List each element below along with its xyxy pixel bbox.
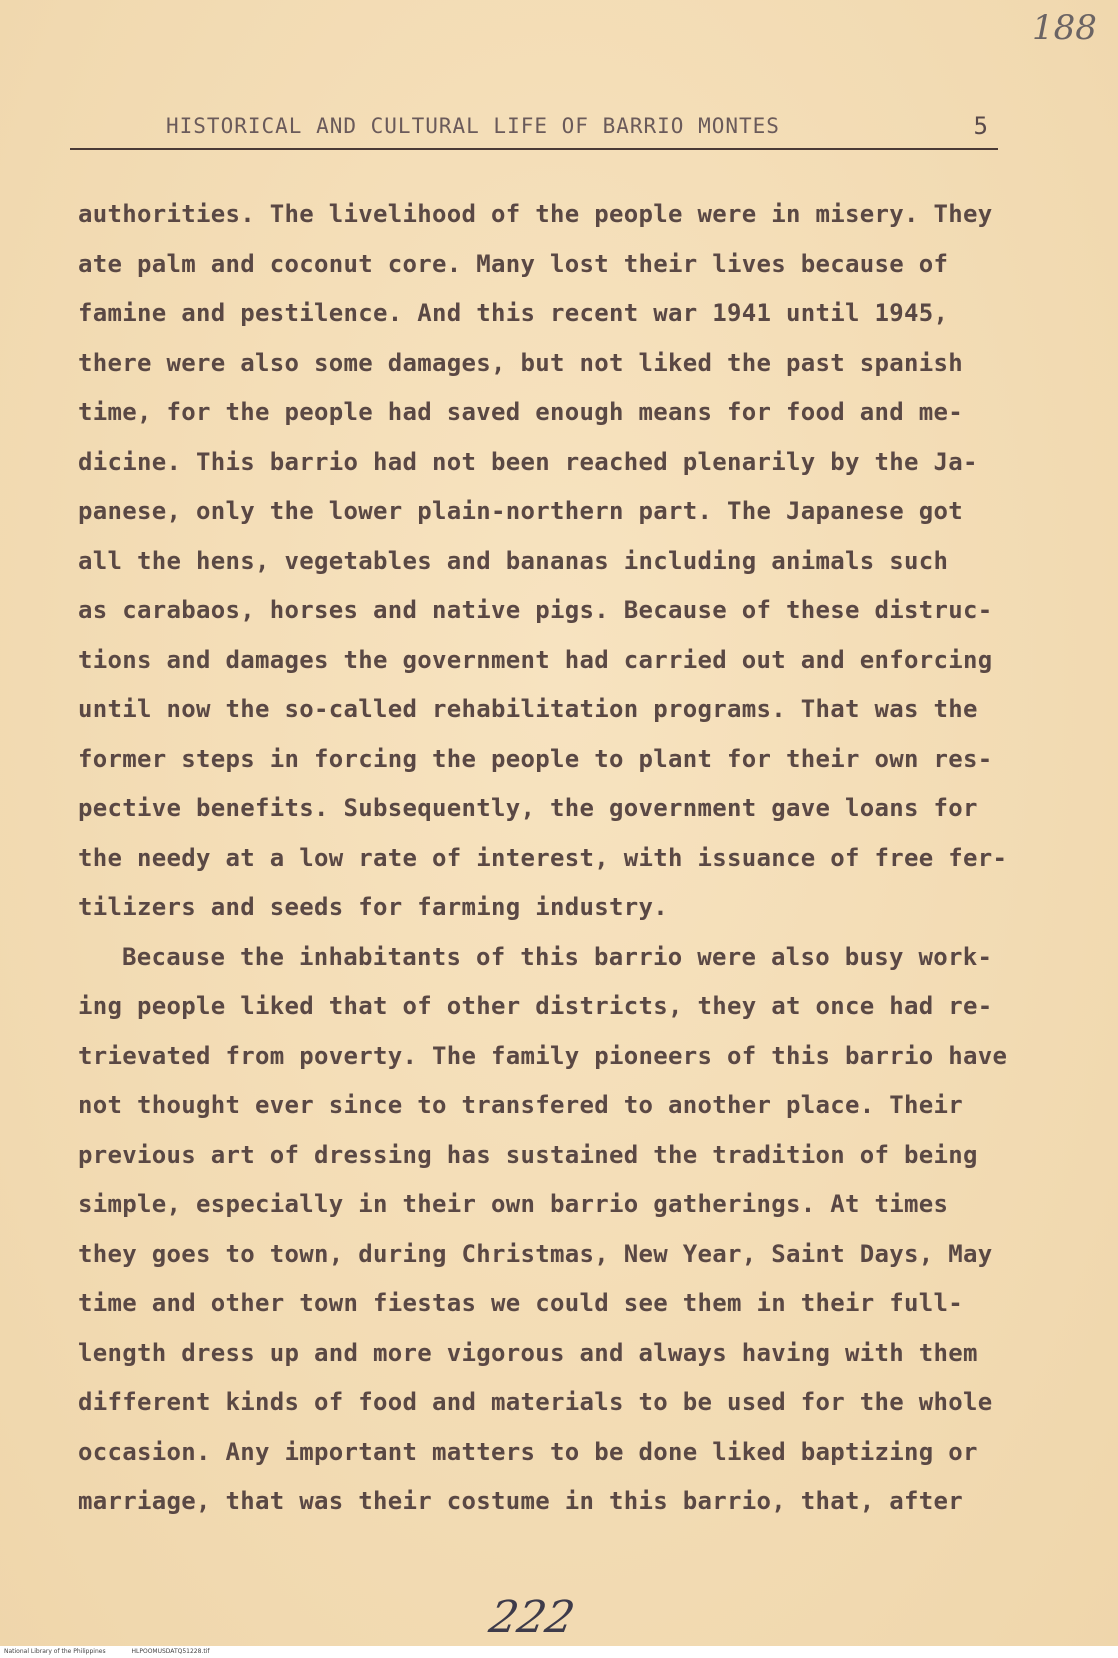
text-line: pective benefits. Subsequently, the government gave loans for <box>78 794 978 822</box>
text-line: tilizers and seeds for farming industry. <box>78 893 668 921</box>
text-line: previous art of dressing has sustained the tradition of being <box>78 1140 978 1169</box>
text-line: until now the so-called rehabilitation programs. That was the <box>78 695 978 723</box>
footer-file-name: HLPOOMUSDATQ51228.tif <box>131 1648 210 1655</box>
text-line: occasion. Any important matters to be done liked baptizing or <box>78 1437 978 1466</box>
footer-institution: National Library of the Philippines <box>4 1648 106 1655</box>
text-line: panese, only the lower plain-northern part. The Japanese got <box>78 497 963 525</box>
text-line: authorities. The livelihood of the people were in misery. They <box>78 200 993 228</box>
text-line: Because the inhabitants of this barrio were also busy work- <box>122 942 993 971</box>
text-line: simple, especially in their own barrio gatherings. At times <box>78 1190 949 1218</box>
text-line: time and other town fiestas we could see them in their full- <box>78 1289 963 1317</box>
text-line: the needy at a low rate of interest, with issuance of free fer- <box>78 843 1008 872</box>
text-line: marriage, that was their costume in this barrio, that, after <box>78 1487 963 1515</box>
header-title: HISTORICAL AND CULTURAL LIFE OF BARRIO MONTES <box>166 114 780 138</box>
text-line: famine and pestilence. And this recent war 1941 until 1945, <box>78 299 949 327</box>
handwritten-page-number: 222 <box>485 1592 579 1643</box>
text-line: dicine. This barrio had not been reached plenarily by the Ja- <box>78 447 978 476</box>
text-line: as carabaos, horses and native pigs. Because of these distruc- <box>78 596 993 624</box>
text-line: ing people liked that of other districts, they at once had re- <box>78 992 993 1020</box>
text-line: length dress up and more vigorous and always having with them <box>78 1338 978 1367</box>
text-line: ate palm and coconut core. Many lost their lives because of <box>78 249 949 278</box>
page-header <box>70 112 998 150</box>
text-line: all the hens, vegetables and bananas including animals such <box>78 546 949 575</box>
text-line: they goes to town, during Christmas, New Year, Saint Days, May <box>78 1239 993 1268</box>
text-line: time, for the people had saved enough means for food and me- <box>78 398 963 426</box>
text-line: tions and damages the government had carried out and enforcing <box>78 645 993 674</box>
header-page-number: 5 <box>973 112 988 140</box>
scan-footer <box>0 1646 1118 1658</box>
text-line: former steps in forcing the people to plant for their own res- <box>78 744 993 773</box>
text-line: different kinds of food and materials to be used for the whole <box>78 1388 993 1416</box>
body-text <box>78 190 1028 1527</box>
text-line: there were also some damages, but not liked the past spanish <box>78 348 963 377</box>
text-line: trievated from poverty. The family pioneers of this barrio have <box>78 1041 1008 1070</box>
folio-number: 188 <box>1032 8 1097 48</box>
text-line: not thought ever since to transfered to another place. Their <box>78 1091 963 1119</box>
